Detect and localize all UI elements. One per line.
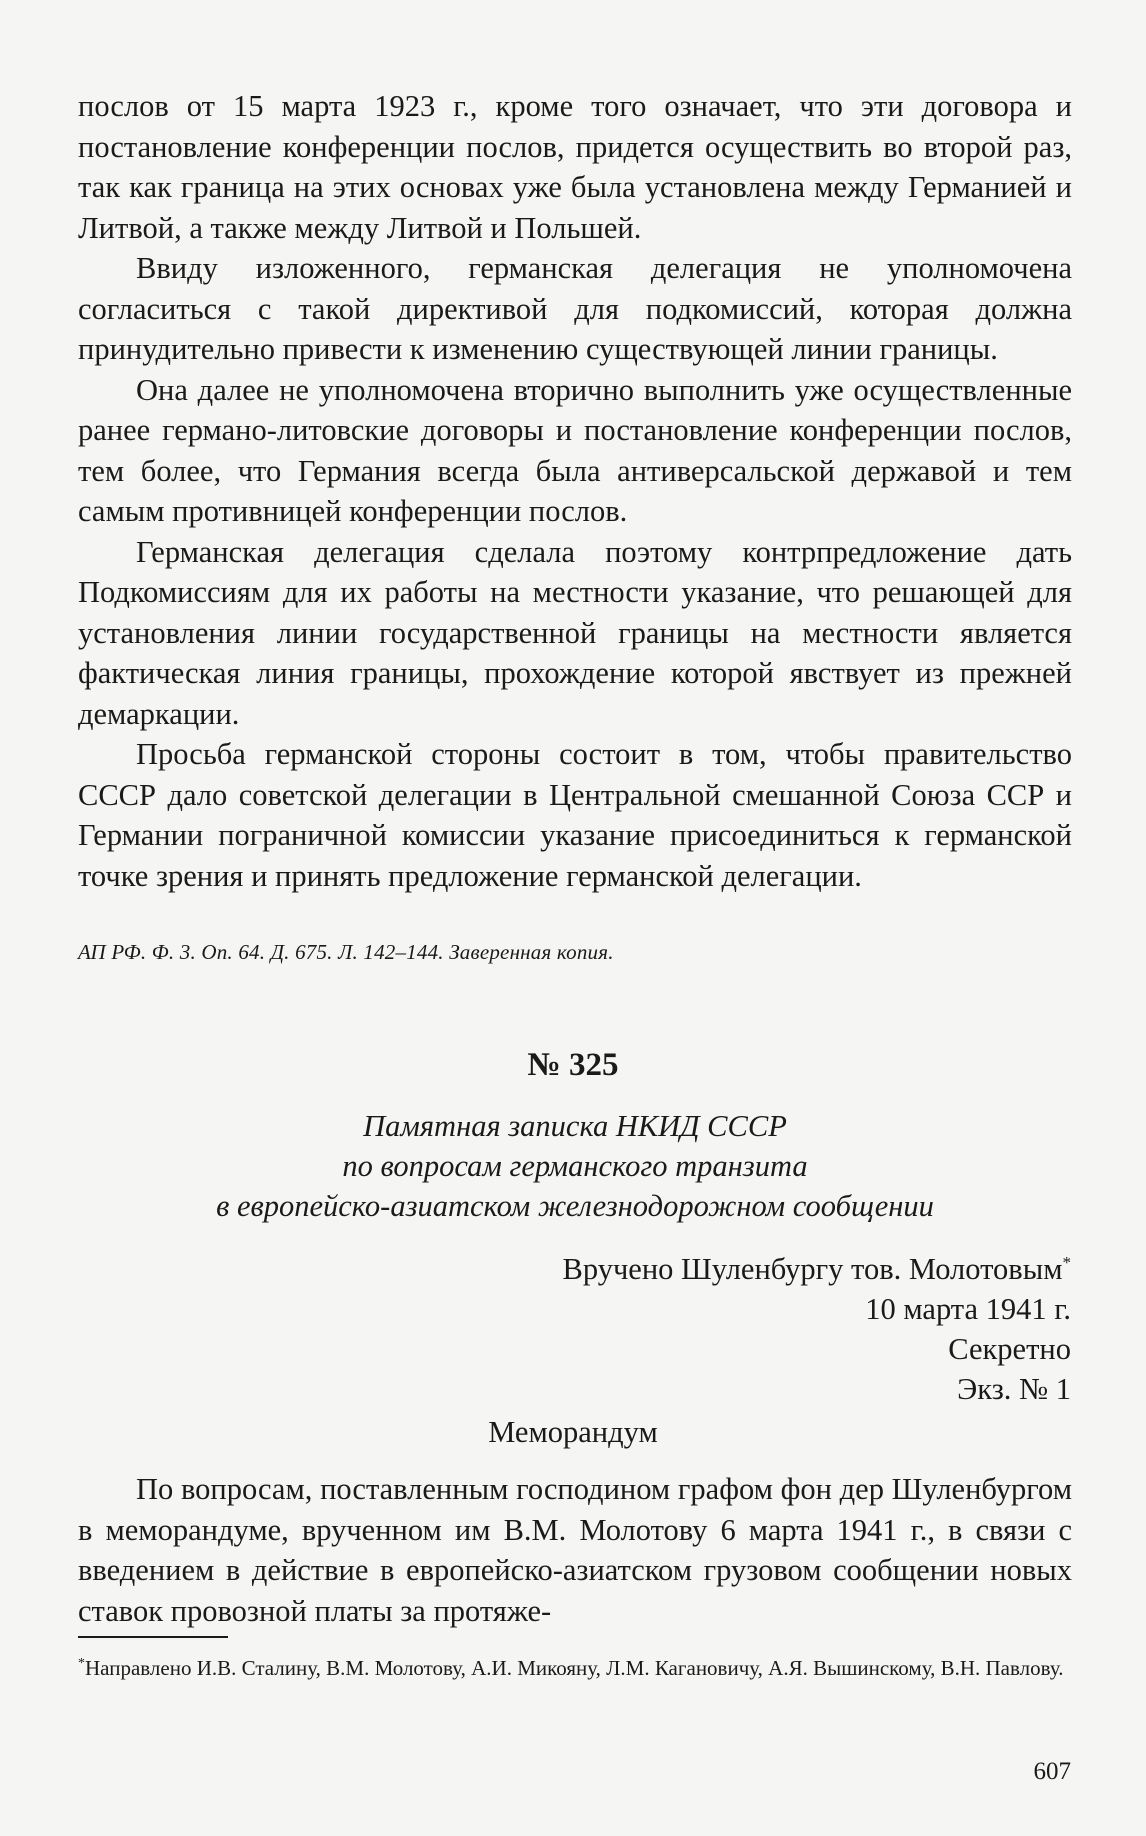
document-title	[78, 1106, 1072, 1226]
paragraph: Германская делегация сделала поэтому контрпредложение дать Подкомиссиям для их работы на местности указание, что решающей для установления линии государственной границы на местности является фактическая линия границы, прохождение которой явствует из прежней демаркации.	[78, 534, 1072, 731]
continued-text	[78, 86, 1072, 896]
memorandum-body	[78, 1469, 1072, 1631]
paragraph: Ввиду изложенного, германская делегация не уполномочена согласиться с такой директивой для подкомиссий, которая должна принудительно привести к изменению существующей линии границы.	[78, 251, 1072, 366]
paragraph: По вопросам, поставленным господином графом фон дер Шуленбургом в меморандуме, врученном им В.М. Молотову 6 марта 1941 г., в связи с введением в действие в европейско-азиатском грузовом сообщении новых ставок провозной платы за протяже-	[78, 1472, 1072, 1628]
footnote	[78, 1652, 1072, 1685]
copy-number: Экз. № 1	[957, 1372, 1071, 1406]
page-number: 607	[1033, 1758, 1071, 1785]
archive-source-note: АП РФ. Ф. 3. Оп. 64. Д. 675. Л. 142–144. Заверенная копия.	[78, 940, 614, 964]
footnote-ref: *	[1062, 1252, 1071, 1272]
document-date: 10 марта 1941 г.	[865, 1292, 1071, 1326]
paragraph: послов от 15 марта 1923 г., кроме того означает, что эти договора и постановление конференции послов, придется осуществить во второй раз, так как граница на этих основах уже была установлена между Германией и Литвой, а также между Литвой и Польшей.	[78, 89, 1072, 245]
title-line: Памятная записка НКИД СССР	[363, 1109, 787, 1143]
document-meta	[563, 1249, 1072, 1409]
paragraph: Просьба германской стороны состоит в том, чтобы правительство СССР дало советской делегации в Центральной смешанной Союза ССР и Германии пограничной комиссии указание присоединиться к германской точке зрения и принять предложение германской делегации.	[78, 737, 1072, 893]
footnote-mark: *	[78, 1656, 85, 1671]
classification-mark: Секретно	[948, 1332, 1071, 1366]
paragraph: Она далее не уполномочена вторично выполнить уже осуществленные ранее германо-литовские договоры и постановление конференции послов, тем более, что Германия всегда была антиверсальской державой и тем самым противницей конференции послов.	[78, 372, 1072, 528]
memorandum-heading: Меморандум	[488, 1415, 658, 1449]
title-line: по вопросам германского транзита	[342, 1149, 808, 1183]
delivery-note	[563, 1249, 1072, 1289]
delivery-text: Вручено Шуленбургу тов. Молотовым	[562, 1252, 1063, 1286]
footnote-text: Направлено И.В. Сталину, В.М. Молотову, А.И. Микояну, Л.М. Кагановичу, А.Я. Вышинскому, В.Н. Павлову.	[85, 1656, 1064, 1680]
footnote-divider	[78, 1636, 228, 1638]
document-number: № 325	[527, 1047, 619, 1083]
title-line: в европейско-азиатском железнодорожном сообщении	[216, 1189, 934, 1223]
